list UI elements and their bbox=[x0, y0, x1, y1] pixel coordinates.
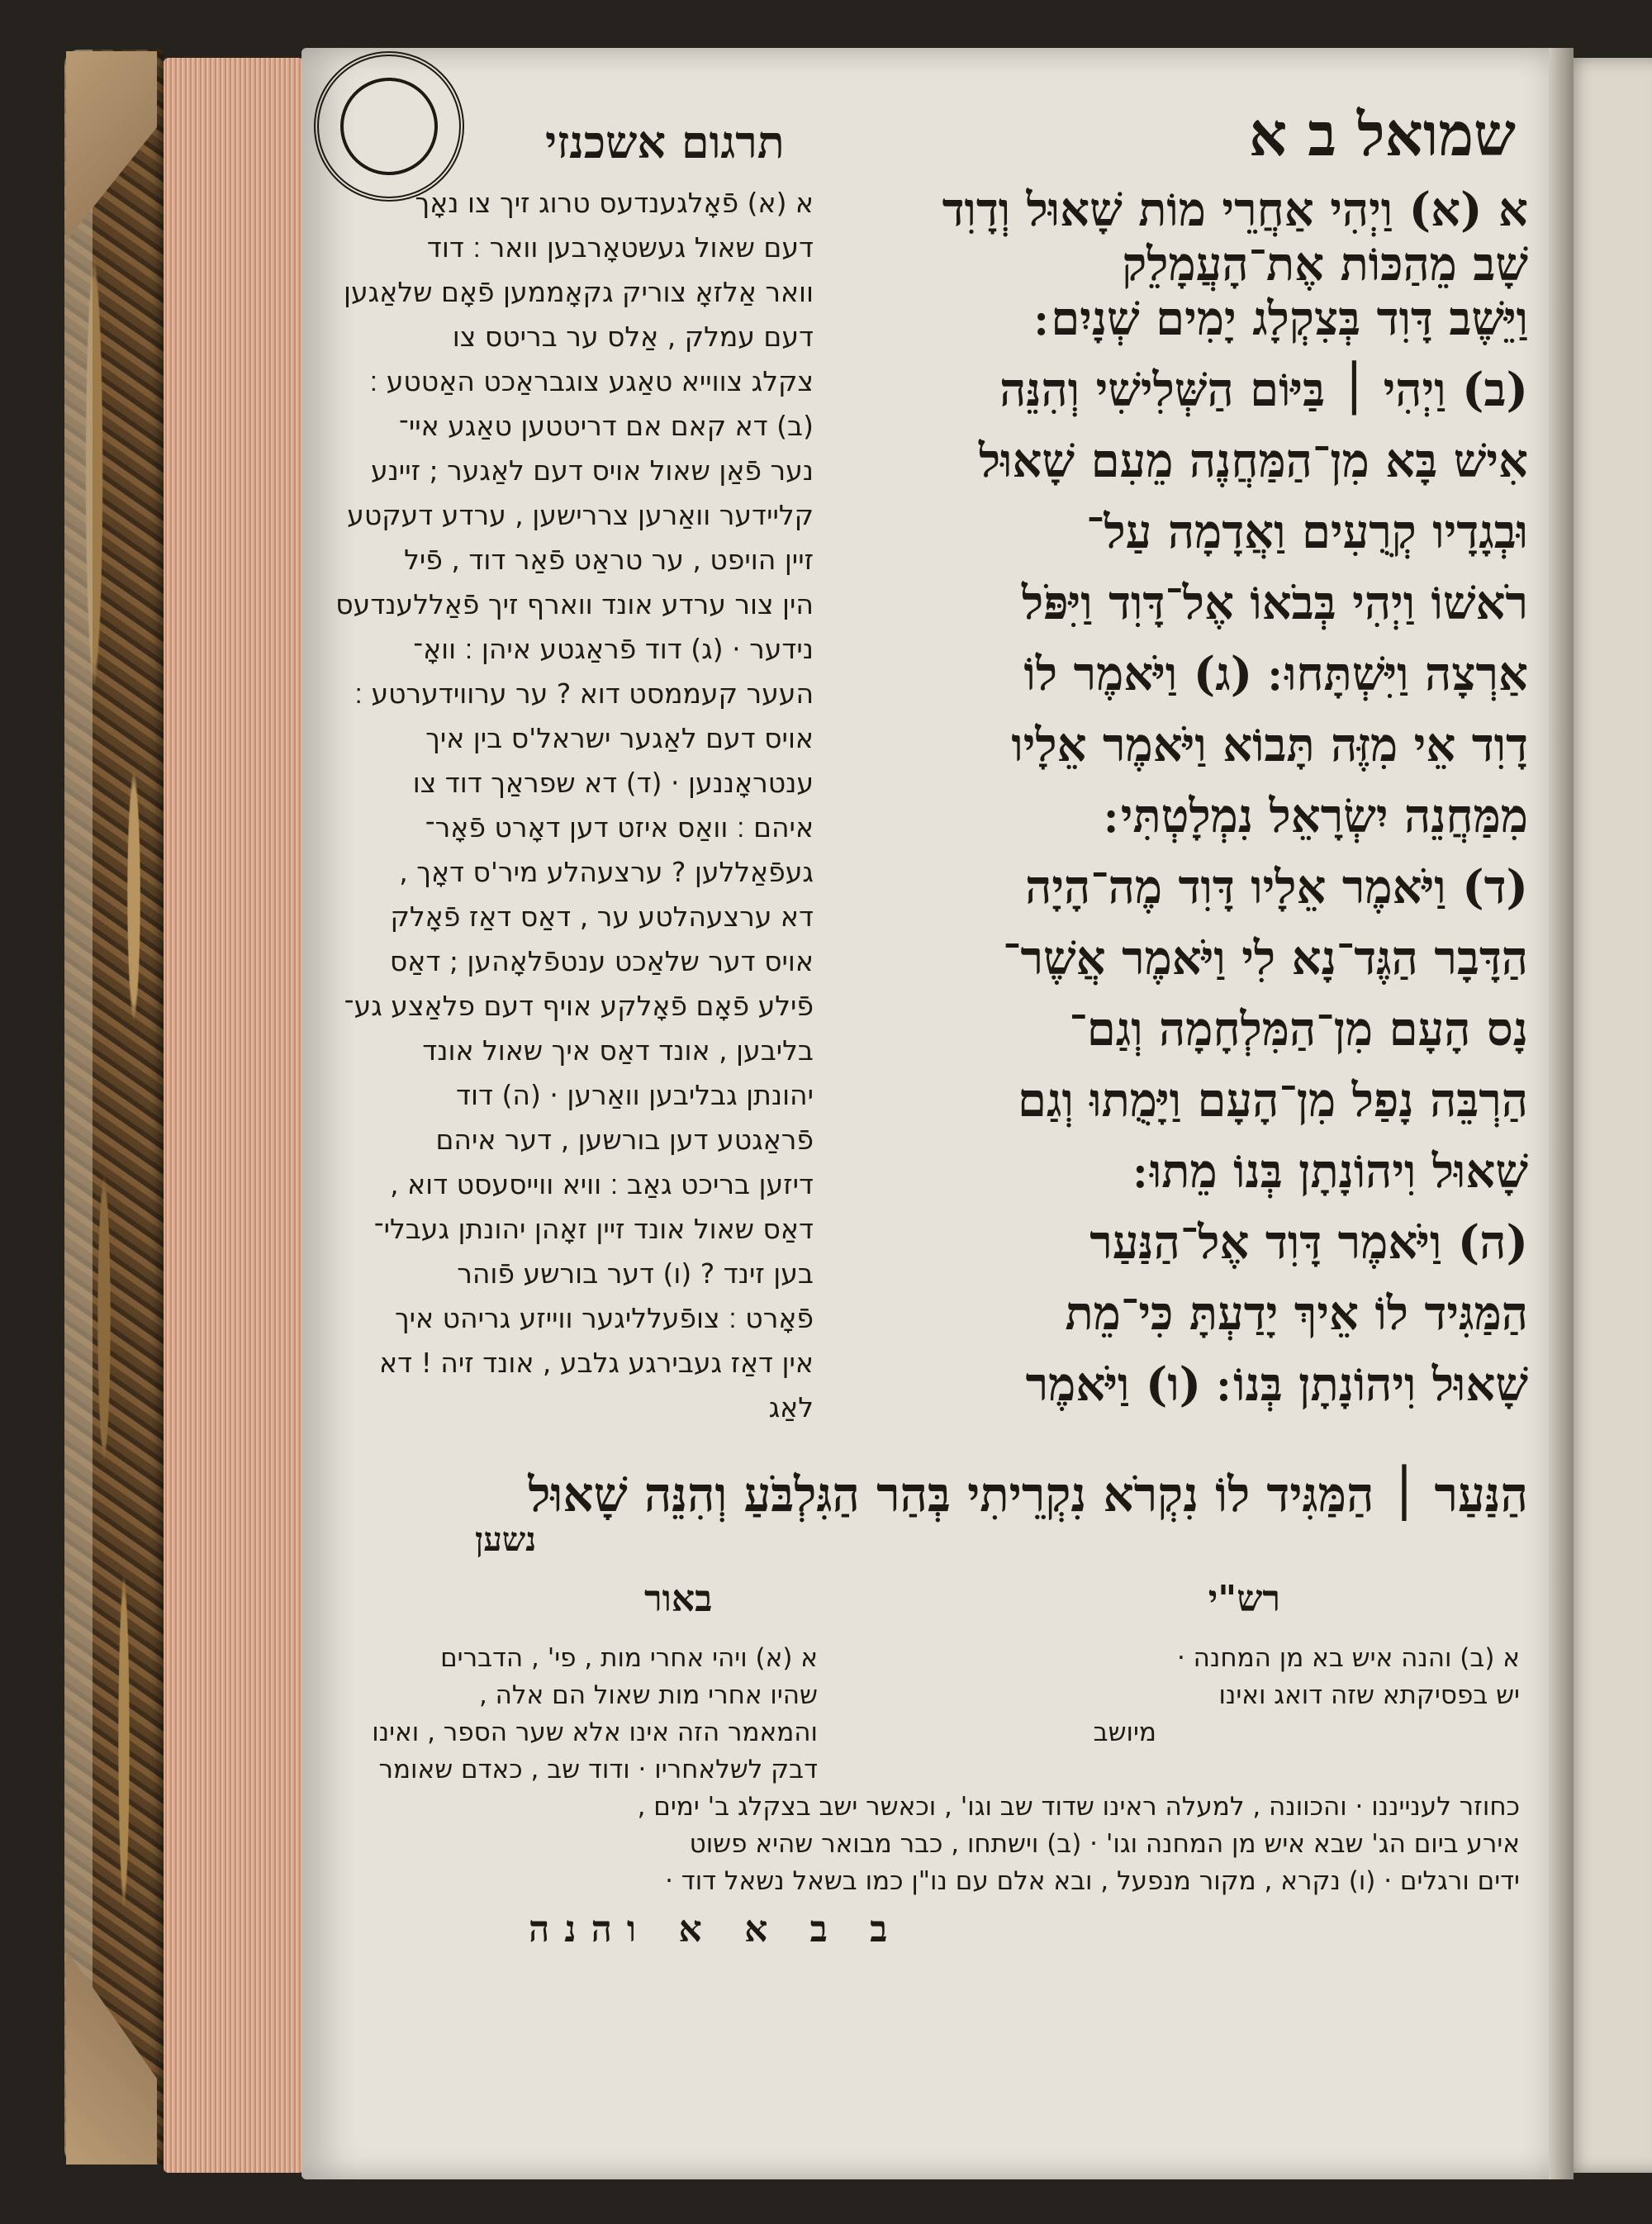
main-line: דָוִד אֵי מִזֶּה תָּבוֹא וַיֹּאמֶר אֵלָיו bbox=[1011, 718, 1528, 772]
rashi-line: א (ב) והנה איש בא מן המחנה · bbox=[1176, 1643, 1520, 1673]
main-line: אִישׁ בָּא מִן־הַמַּחֲנֶה מֵעִם שָׁאוּל bbox=[978, 434, 1528, 488]
translation-line: נידער · (ג) דוד פֿראַגטע איהן ׃ וואָ־ bbox=[413, 633, 814, 665]
main-line: וַיֵּשֶׁב דָּוִד בְּצִקְלָג יָמִים שְׁנָיִם ׃ bbox=[1034, 292, 1528, 346]
biur-line: דבק לשלאחריו · ודוד שב , כאדם שאומר bbox=[378, 1755, 818, 1784]
translation-line: דא ערצעהלטע ער , דאַס דאַז פֿאָלק bbox=[390, 901, 814, 933]
translation-line: קליידער וואַרען צררישען , ערדע דעקטע bbox=[347, 499, 814, 531]
main-line: נָס הָעָם מִן־הַמִּלְחָמָה וְגַם־ bbox=[1069, 1002, 1528, 1057]
biur-line: שהיו אחרי מות שאול הם אלה , bbox=[478, 1680, 818, 1710]
translation-line: לאַג bbox=[768, 1391, 814, 1423]
translation-line: (ב) דא קאם אם דריטטען טאַגע איי־ bbox=[398, 410, 814, 442]
main-line: הַדָּבָר הַגֶּד־נָא לִי וַיֹּאמֶר אֲשֶׁר־ bbox=[1003, 931, 1528, 986]
rashi-heading: רש"י bbox=[1208, 1578, 1280, 1620]
main-line: שָׁאוּל וִיהוֹנָתָן בְּנוֹ מֵתוּ ׃ bbox=[1133, 1144, 1528, 1199]
translation-line: יהונתן גבליבען וואַרען · (ה) דוד bbox=[456, 1079, 814, 1111]
facing-page bbox=[1565, 58, 1652, 2173]
translation-title: תרגום אשכנזי bbox=[545, 116, 785, 169]
translation-line: א (א) פֿאָלגענדעס טרוג זיך צו נאָך bbox=[415, 187, 814, 219]
translation-line: אויס דער שלאַכט ענטפֿלאָהען ; דאַס bbox=[389, 945, 814, 977]
commentary-line: ידים ורגלים · (ו) נקרא , מקור מנפעל , ובא אלם עם נו"ן כמו בשאל נשאל דוד · bbox=[665, 1866, 1520, 1896]
translation-line: נער פֿאַן שאול אויס דעם לאַגער ; זיינע bbox=[370, 454, 814, 487]
commentary-line: כחוזר לענייננו · והכוונה , למעלה ראינו שדוד שב וגו' , וכאשר ישב בצקלג ב' ימים , bbox=[637, 1792, 1520, 1822]
main-text-column bbox=[851, 182, 1528, 1454]
translation-line: צקלג צווייא טאַגע צוגבראַכט האַטטע ׃ bbox=[369, 365, 814, 397]
page-edges bbox=[164, 58, 304, 2173]
translation-line: דאַס שאול אונד זיין זאָהן יהונתן געבלי־ bbox=[373, 1213, 814, 1245]
catchword: נשען bbox=[475, 1520, 537, 1559]
cover-spine-edge bbox=[64, 50, 93, 2165]
main-line: רֹאשׁוֹ וַיְהִי בְּבֹאוֹ אֶל־דָּוִד וַיִּפֹּל bbox=[1021, 576, 1528, 630]
rashi-line: יש בפסיקתא שזה דואג ואינו bbox=[1218, 1680, 1520, 1710]
translation-line: פֿילע פֿאָם פֿאָלקע אויף דעם פלאַצע גע־ bbox=[344, 990, 814, 1022]
translation-line: איהם ׃ וואַס איזט דען דאָרט פֿאָר־ bbox=[425, 811, 814, 844]
biur-heading: באור bbox=[644, 1578, 713, 1620]
translation-line: דיזען בריכט גאַב ׃ וויא ווייסעסט דוא , bbox=[390, 1168, 814, 1200]
translation-line: געפֿאַללען ? ערצעהלע מיר'ס דאָך , bbox=[399, 856, 814, 888]
main-line: שָׁאוּל וִיהוֹנָתָן בְּנוֹ ׃ (ו) וַיֹּאמֶר bbox=[1025, 1357, 1528, 1412]
main-line: שָׁב מֵהַכּוֹת אֶת־הָעֲמָלֵק bbox=[1122, 237, 1528, 292]
full-width-verse-line: הַנַּעַר ׀ הַמַּגִּיד לוֹ נִקְרֹא נִקְרֵיתִי בְּהַר הַגִּלְבֹּעַ וְהִנֵּה שָׁאוּל bbox=[528, 1466, 1528, 1523]
translation-line: ענטראָננען · (ד) דא שפראַך דוד צו bbox=[412, 767, 814, 799]
main-line: א (א) וַיְהִי אַחֲרֵי מוֹת שָׁאוּל וְדָוִד bbox=[942, 183, 1528, 237]
translation-line: זיין הויפט , ער טראַט פֿאַר דוד , פֿיל bbox=[404, 544, 814, 576]
translation-line: דעם שאול געשטאָרבען וואר ׃ דוד bbox=[426, 231, 814, 264]
main-line: הַמַּגִּיד לוֹ אֵיךְ יָדַעְתָּ כִּי־מֵת bbox=[1065, 1286, 1528, 1341]
rashi-line: מיושב bbox=[1093, 1718, 1156, 1747]
translation-line: בליבען , אונד דאַס איך שאול אונד bbox=[422, 1034, 814, 1067]
main-line: (ב) וַיְהִי ׀ בַּיּוֹם הַשְּׁלִישִׁי וְהִנֵּה bbox=[999, 363, 1528, 417]
library-stamp bbox=[314, 51, 464, 202]
translation-line: אין דאַז געבירגע גלבע , אונד זיה ! דא bbox=[379, 1347, 814, 1379]
main-line: וּבְגָדָיו קְרֻעִים וַאֲדָמָה עַל־ bbox=[1086, 505, 1528, 559]
gutter bbox=[1549, 48, 1574, 2179]
translation-line: הין צור ערדע אונד ווארף זיך פֿאַללענדעס bbox=[335, 588, 814, 620]
main-line: אַרְצָה וַיִּשְׁתָּחוּ ׃ (ג) וַיֹּאמֶר לוֹ bbox=[1023, 647, 1528, 701]
commentary-line: אירע ביום הג' שבא איש מן המחנה וגו' · (ב) וישתחו , כבר מבואר שהיא פשוט bbox=[689, 1829, 1520, 1859]
main-line: הַרְבֵּה נָפַל מִן־הָעָם וַיָּמֻתוּ וְגַם bbox=[1018, 1073, 1528, 1128]
translation-column bbox=[335, 182, 814, 1454]
main-line: מִמַּחֲנֵה יִשְׂרָאֵל נִמְלָטְתִּי ׃ bbox=[1104, 789, 1528, 844]
biur-line: א (א) ויהי אחרי מות , פי' , הדברים bbox=[440, 1643, 818, 1673]
book-title: שמואל ב א bbox=[1248, 99, 1516, 169]
translation-line: אויס דעם לאַגער ישראל'ס בין איך bbox=[425, 722, 814, 754]
main-line: (ד) וַיֹּאמֶר אֵלָיו דָּוִד מֶה־הָיָה bbox=[1025, 860, 1528, 915]
translation-line: דעם עמלק , אַלס ער בריטס צו bbox=[452, 321, 814, 353]
translation-line: פֿראַגטע דען בורשען , דער איהם bbox=[435, 1124, 814, 1156]
translation-line: וואר אַלזאָ צוריק גקאָממען פֿאָם שלאַגען bbox=[344, 276, 814, 308]
translation-line: בען זינד ? (ו) דער בורשע פֿוהר bbox=[457, 1257, 814, 1290]
translation-line: פֿאָרט ׃ צופֿעלליגער ווייזע גריהט איך bbox=[394, 1302, 814, 1334]
stamp-monogram-icon bbox=[326, 64, 451, 188]
biur-line: והמאמר הזה אינו אלא שער הספר , ואינו bbox=[372, 1718, 818, 1747]
main-line: (ה) וַיֹּאמֶר דָּוִד אֶל־הַנַּעַר bbox=[1089, 1215, 1528, 1270]
translation-line: העער קעממסט דוא ? ער ערווידערטע ׃ bbox=[354, 677, 814, 710]
printer-signature: ב ב א א והנה bbox=[529, 1908, 903, 1951]
